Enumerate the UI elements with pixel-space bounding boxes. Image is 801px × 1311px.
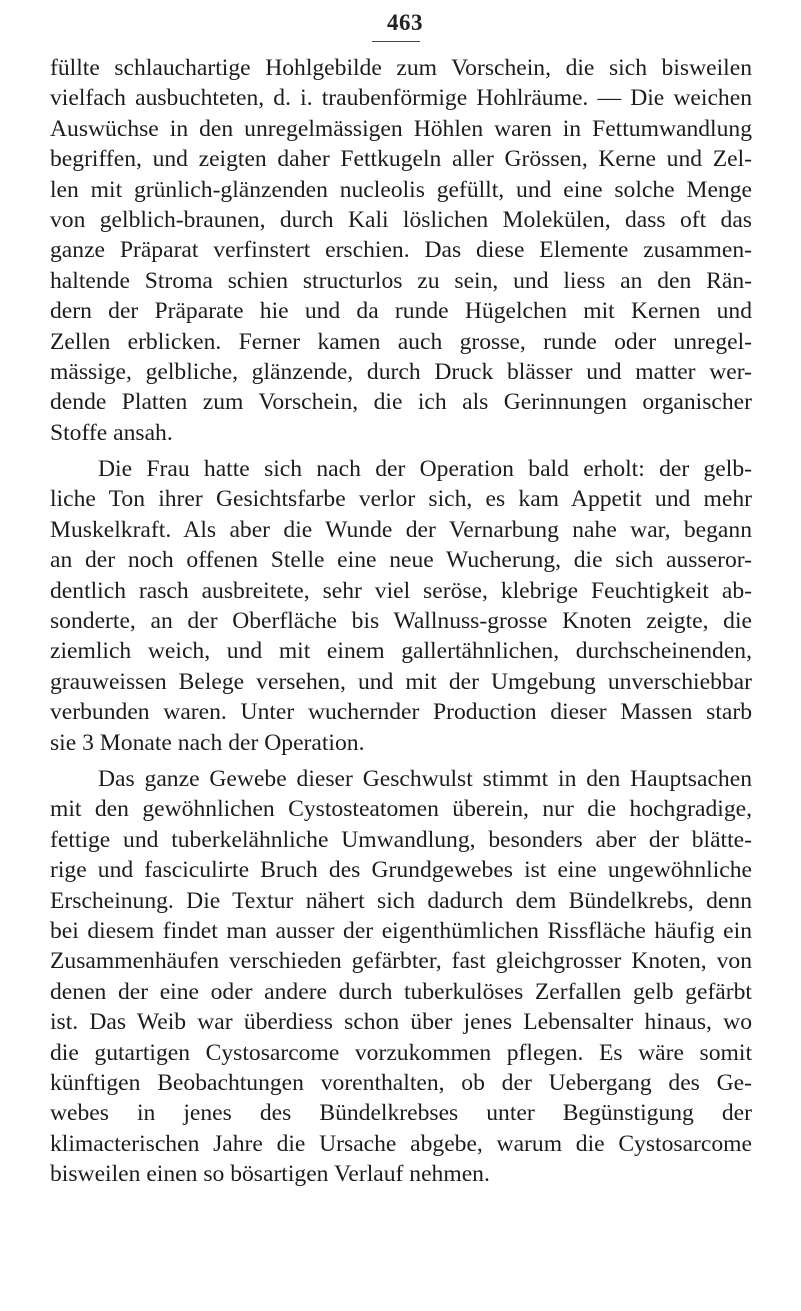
text-line: von gelblich-braunen, durch Kali löslichen Molekülen, dass oft das xyxy=(50,206,752,233)
text-line: dentlich rasch ausbreitete, sehr viel seröse, klebrige Feuchtigkeit ab- xyxy=(50,577,752,604)
text-line: liche Ton ihrer Gesichtsfarbe verlor sich, es kam Appetit und mehr xyxy=(50,486,752,513)
text-line: len mit grünlich-glänzenden nucleolis gefüllt, und eine solche Menge xyxy=(50,176,752,203)
text-line: vielfach ausbuchteten, d. i. traubenförmige Hohlräume. — Die weichen xyxy=(50,85,752,112)
page-number: 463 xyxy=(387,10,423,35)
text-line: Zusammenhäufen verschieden gefärbter, fast gleichgrosser Knoten, von xyxy=(50,948,752,975)
paragraph-1 xyxy=(50,53,752,448)
paragraph-2 xyxy=(50,454,752,758)
text-line: begriffen, und zeigten daher Fettkugeln aller Grössen, Kerne und Zel- xyxy=(50,146,752,173)
text-line: die gutartigen Cystosarcome vorzukommen pflegen. Es wäre somit xyxy=(50,1039,752,1066)
page-number-rule xyxy=(372,41,420,42)
text-line: denen der eine oder andere durch tuberkulöses Zerfallen gelb gefärbt xyxy=(50,978,752,1005)
text-line: Muskelkraft. Als aber die Wunde der Vernarbung nahe war, begann xyxy=(50,516,752,543)
text-line: haltende Stroma schien structurlos zu sein, und liess an den Rän- xyxy=(50,267,752,294)
text-line: dende Platten zum Vorschein, die ich als Gerinnungen organischer xyxy=(50,389,752,416)
text-line: bisweilen einen so bösartigen Verlauf nehmen. xyxy=(50,1161,490,1188)
text-line: Zellen erblicken. Ferner kamen auch grosse, runde oder unregel- xyxy=(50,328,752,355)
text-line: Das ganze Gewebe dieser Geschwulst stimmt in den Hauptsachen xyxy=(98,765,752,792)
text-line: sie 3 Monate nach der Operation. xyxy=(50,729,365,756)
body-text xyxy=(50,53,752,1189)
text-line: Stoffe ansah. xyxy=(50,419,173,446)
text-line: verbunden waren. Unter wuchernder Production dieser Massen starb xyxy=(50,699,752,726)
text-line: dern der Präparate hie und da runde Hügelchen mit Kernen und xyxy=(50,298,752,325)
text-line: mit den gewöhnlichen Cystosteatomen überein, nur die hochgradige, xyxy=(50,796,752,823)
text-line: füllte schlauchartige Hohlgebilde zum Vorschein, die sich bisweilen xyxy=(50,55,752,81)
text-line: an der noch offenen Stelle eine neue Wucherung, die sich ausseror- xyxy=(50,547,752,574)
text-line: mässige, gelbliche, glänzende, durch Druck blässer und matter wer- xyxy=(50,358,752,385)
text-line: ist. Das Weib war überdiess schon über jenes Lebensalter hinaus, wo xyxy=(50,1009,752,1036)
text-line: webes in jenes des Bündelkrebses unter Begünstigung der xyxy=(50,1100,752,1127)
text-line: rige und fasciculirte Bruch des Grundgewebes ist eine ungewöhnliche xyxy=(50,857,752,884)
text-line: Erscheinung. Die Textur nähert sich dadurch dem Bündelkrebs, denn xyxy=(50,887,752,914)
text-line: ziemlich weich, und mit einem gallertähnlichen, durchscheinenden, xyxy=(50,638,752,665)
text-line: sonderte, an der Oberfläche bis Wallnuss-grosse Knoten zeigte, die xyxy=(50,608,752,635)
text-line: klimacterischen Jahre die Ursache abgebe, warum die Cystosarcome xyxy=(50,1130,752,1157)
text-line: fettige und tuberkelähnliche Umwandlung, besonders aber der blätte- xyxy=(50,826,752,853)
text-line: grauweissen Belege versehen, und mit der Umgebung unverschiebbar xyxy=(50,668,752,695)
paragraph-3 xyxy=(50,764,752,1189)
text-line: ganze Präparat verfinstert erschien. Das diese Elemente zusammen- xyxy=(50,237,752,264)
text-line: Auswüchse in den unregelmässigen Höhlen waren in Fettumwandlung xyxy=(50,115,752,142)
text-line: bei diesem findet man ausser der eigenthümlichen Rissfläche häufig ein xyxy=(50,917,752,944)
text-line: künftigen Beobachtungen vorenthalten, ob der Uebergang des Ge- xyxy=(50,1069,752,1096)
text-line: Die Frau hatte sich nach der Operation bald erholt: der gelb- xyxy=(98,456,752,483)
